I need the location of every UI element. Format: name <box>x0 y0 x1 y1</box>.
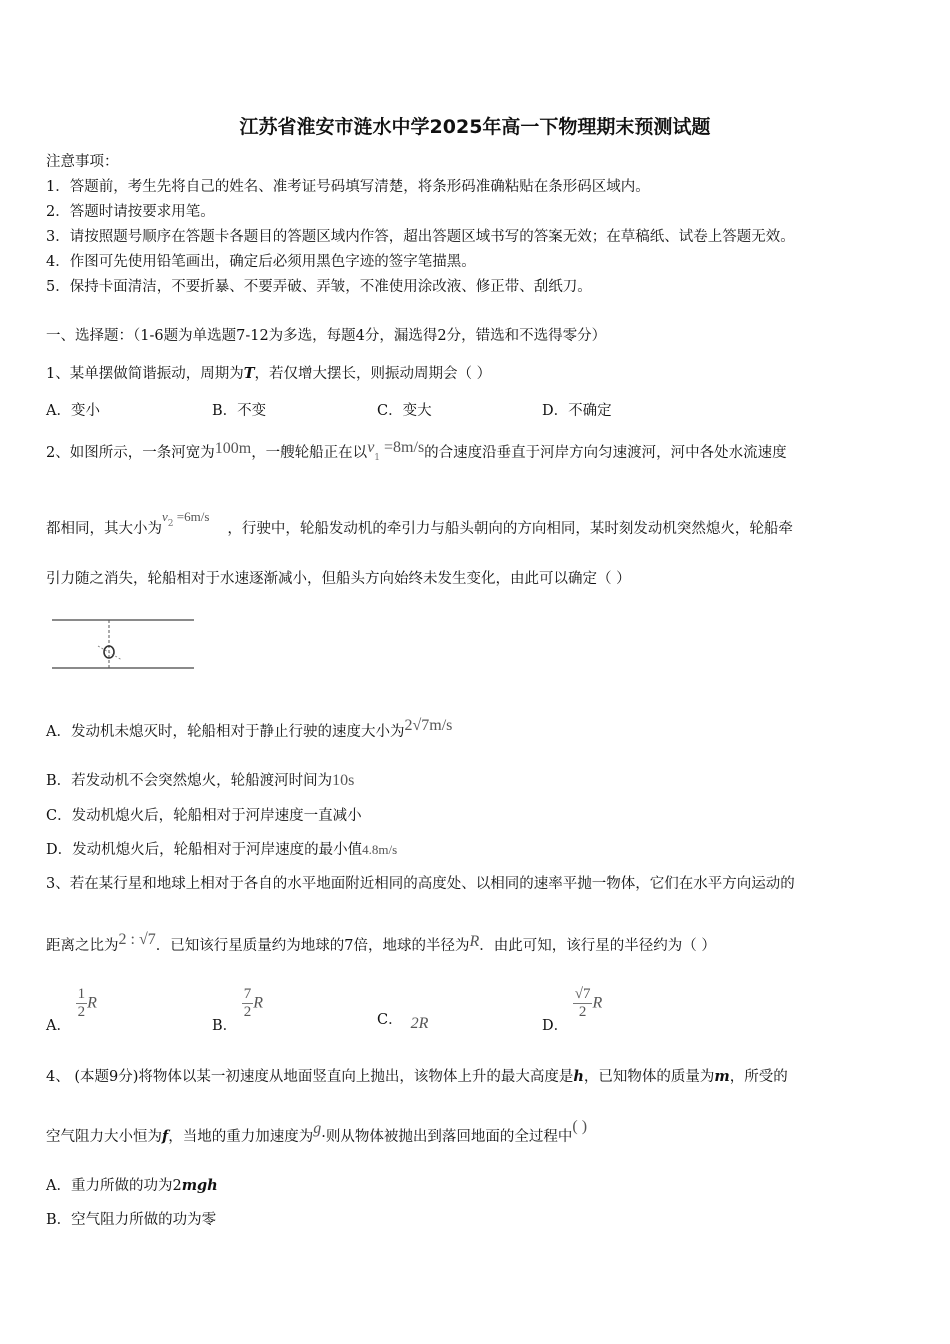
question-1-option-d: D．不确定 <box>542 403 612 419</box>
question-2-line-3: 引力随之消失，轮船相对于水速逐渐减小，但船头方向始终未发生变化，由此可以确定（ ） <box>46 571 631 587</box>
question-3-option-d: D． $\frac{√7}{2}$ R <box>542 986 603 1034</box>
river-diagram <box>52 612 197 672</box>
note-item: 3．请按照题号顺序在答题卡各题目的答题区域内作答，超出答题区域书写的答案无效；在草稿纸、试卷上答题无效。 <box>46 229 795 245</box>
section-heading: 一、选择题：（1-6题为单选题7-12为多选，每题4分，漏选得2分，错选和不选得零分） <box>46 328 607 344</box>
question-4-option-b: B．空气阻力所做的功为零 <box>46 1212 217 1228</box>
question-3-line-2: 距离之比为2 : √7．已知该行星质量约为地球的7倍，地球的半径为R．由此可知，该行星的半径约为（ ） <box>46 931 716 954</box>
question-3-option-a: A． $\frac{1}{2}$ R <box>46 986 97 1034</box>
note-item: 5．保持卡面清洁，不要折暴、不要弄破、弄皱，不准使用涂改液、修正带、刮纸刀。 <box>46 279 592 295</box>
question-3-option-c: C． 2R <box>377 1012 429 1032</box>
question-1-option-a: A．变小 <box>46 403 100 419</box>
question-4-line-1: 4、 (本题9分)将物体以某一初速度从地面竖直向上抛出，该物体上升的最大高度是h，已知物体的质量为m，所受的 <box>46 1068 788 1085</box>
question-2-option-b: B．若发动机不会突然熄火，轮船渡河时间为10s <box>46 772 355 789</box>
note-item: 2．答题时请按要求用笔。 <box>46 204 215 220</box>
question-3-option-b: B． $\frac{7}{2}$ R <box>212 986 264 1034</box>
note-item: 1．答题前，考生先将自己的姓名、准考证号码填写清楚，将条形码准确粘贴在条形码区域内。 <box>46 179 650 195</box>
question-3-line-1: 3、若在某行星和地球上相对于各自的水平地面附近相同的高度处、以相同的速率平抛一物体，它们在水平方向运动的 <box>46 876 795 892</box>
note-item: 4．作图可先使用铅笔画出，确定后必须用黑色字迹的签字笔描黑。 <box>46 254 476 270</box>
question-1-option-c: C．变大 <box>377 403 432 419</box>
question-4-option-a: A．重力所做的功为2mgh <box>46 1177 218 1194</box>
question-2-line-2: 都相同，其大小为$v^2 =6m/s$，行驶中，轮船发动机的牵引力与船头朝向的方向相同，某时刻发动机突然熄火，轮船牵 <box>46 509 793 537</box>
question-2-option-d: D．发动机熄火后，轮船相对于河岸速度的最小值4.8m/s <box>46 842 398 858</box>
question-1-option-b: B．不变 <box>212 403 267 419</box>
question-1-stem: 1、某单摆做简谐振动，周期为T，若仅增大摆长，则振动周期会（ ） <box>46 365 492 382</box>
page-title: 江苏省淮安市涟水中学2025年高一下物理期末预测试题 <box>239 116 711 138</box>
notes-heading: 注意事项： <box>46 154 119 170</box>
question-2-option-a: A．发动机未熄灭时，轮船相对于静止行驶的速度大小为2√7m/s <box>46 717 453 740</box>
question-4-line-2: 空气阻力大小恒为f，当地的重力加速度为g·则从物体被抛出到落回地面的全过程中( ) <box>46 1118 588 1145</box>
question-2-line-1: 2、如图所示，一条河宽为100m，一艘轮船正在以$v_1 =8m/s$的合速度沿垂直于河岸方向匀速渡河，河中各处水流速度 <box>46 439 787 463</box>
question-2-option-c: C．发动机熄火后，轮船相对于河岸速度一直减小 <box>46 808 362 824</box>
